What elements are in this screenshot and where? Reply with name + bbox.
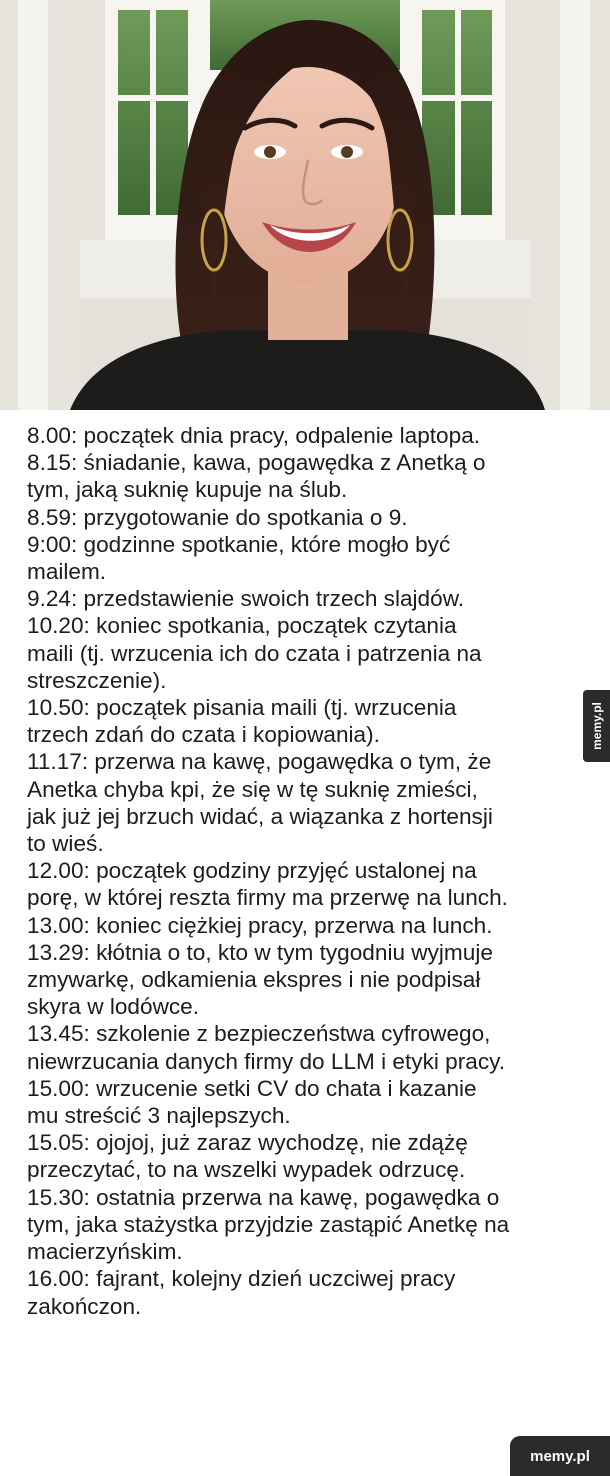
schedule-line: Anetka chyba kpi, że się w tę suknię zmieści,: [27, 776, 478, 802]
schedule-line: porę, w której reszta firmy ma przerwę na lunch.: [27, 885, 508, 911]
schedule-line: 13.45: szkolenie z bezpieczeństwa cyfrowego,: [27, 1021, 491, 1047]
schedule-line: streszczenie).: [27, 667, 167, 693]
schedule-line: 8.15: śniadanie, kawa, pogawędka z Anetką o: [27, 450, 486, 476]
schedule-line: tym, jaka stażystka przyjdzie zastąpić Anetkę na: [27, 1211, 510, 1237]
schedule-line: macierzyńskim.: [27, 1239, 183, 1265]
schedule-line: 11.17: przerwa na kawę, pogawędka o tym, że: [27, 749, 492, 775]
bottom-watermark: [510, 1436, 610, 1476]
schedule-line: zakończon.: [27, 1293, 142, 1319]
portrait-illustration: [0, 0, 610, 410]
schedule-line: 12.00: początek godziny przyjęć ustalonej na: [27, 858, 477, 884]
schedule-line: zmywarkę, odkamienia ekspres i nie podpisał: [27, 967, 481, 993]
schedule-list: [27, 422, 575, 1320]
schedule-line: przeczytać, to na wszelki wypadek odrzucę.: [27, 1157, 466, 1183]
schedule-line: 8.00: początek dnia pracy, odpalenie laptopa.: [27, 423, 481, 448]
schedule-line: 16.00: fajrant, kolejny dzień uczciwej pracy: [27, 1266, 456, 1292]
schedule-line: 15.05: ojojoj, już zaraz wychodzę, nie zdążę: [27, 1130, 468, 1156]
schedule-line: 10.50: początek pisania maili (tj. wrzucenia: [27, 695, 457, 721]
schedule-line: 15.00: wrzucenie setki CV do chata i kazanie: [27, 1075, 477, 1101]
schedule-line: 9.24: przedstawienie swoich trzech slajdów.: [27, 586, 465, 612]
schedule-line: trzech zdań do czata i kopiowania).: [27, 722, 380, 748]
schedule-line: mailem.: [27, 559, 107, 585]
schedule-line: 8.59: przygotowanie do spotkania o 9.: [27, 504, 408, 530]
schedule-line: niewrzucania danych firmy do LLM i etyki pracy.: [27, 1048, 506, 1074]
schedule-line: 9:00: godzinne spotkanie, które mogło być: [27, 531, 451, 557]
schedule-line: jak już jej brzuch widać, a wiązanka z hortensji: [27, 803, 493, 829]
schedule-line: to wieś.: [27, 831, 104, 857]
portrait-photo: [0, 0, 610, 410]
schedule-line: 13.29: kłótnia o to, kto w tym tygodniu wyjmuje: [27, 939, 493, 965]
side-watermark-label: memy.pl: [589, 702, 604, 750]
schedule-line: 15.30: ostatnia przerwa na kawę, pogawędka o: [27, 1184, 500, 1210]
schedule-line: mu streścić 3 najlepszych.: [27, 1103, 291, 1129]
schedule-line: skyra w lodówce.: [27, 994, 200, 1020]
schedule-line: 13.00: koniec ciężkiej pracy, przerwa na lunch.: [27, 912, 493, 938]
bottom-watermark-label: memy.pl: [530, 1447, 590, 1465]
side-watermark: [583, 690, 610, 762]
schedule-line: 10.20: koniec spotkania, początek czytania: [27, 613, 457, 639]
schedule-line: maili (tj. wrzucenia ich do czata i patrzenia na: [27, 640, 482, 666]
schedule-line: tym, jaką suknię kupuje na ślub.: [27, 477, 348, 503]
